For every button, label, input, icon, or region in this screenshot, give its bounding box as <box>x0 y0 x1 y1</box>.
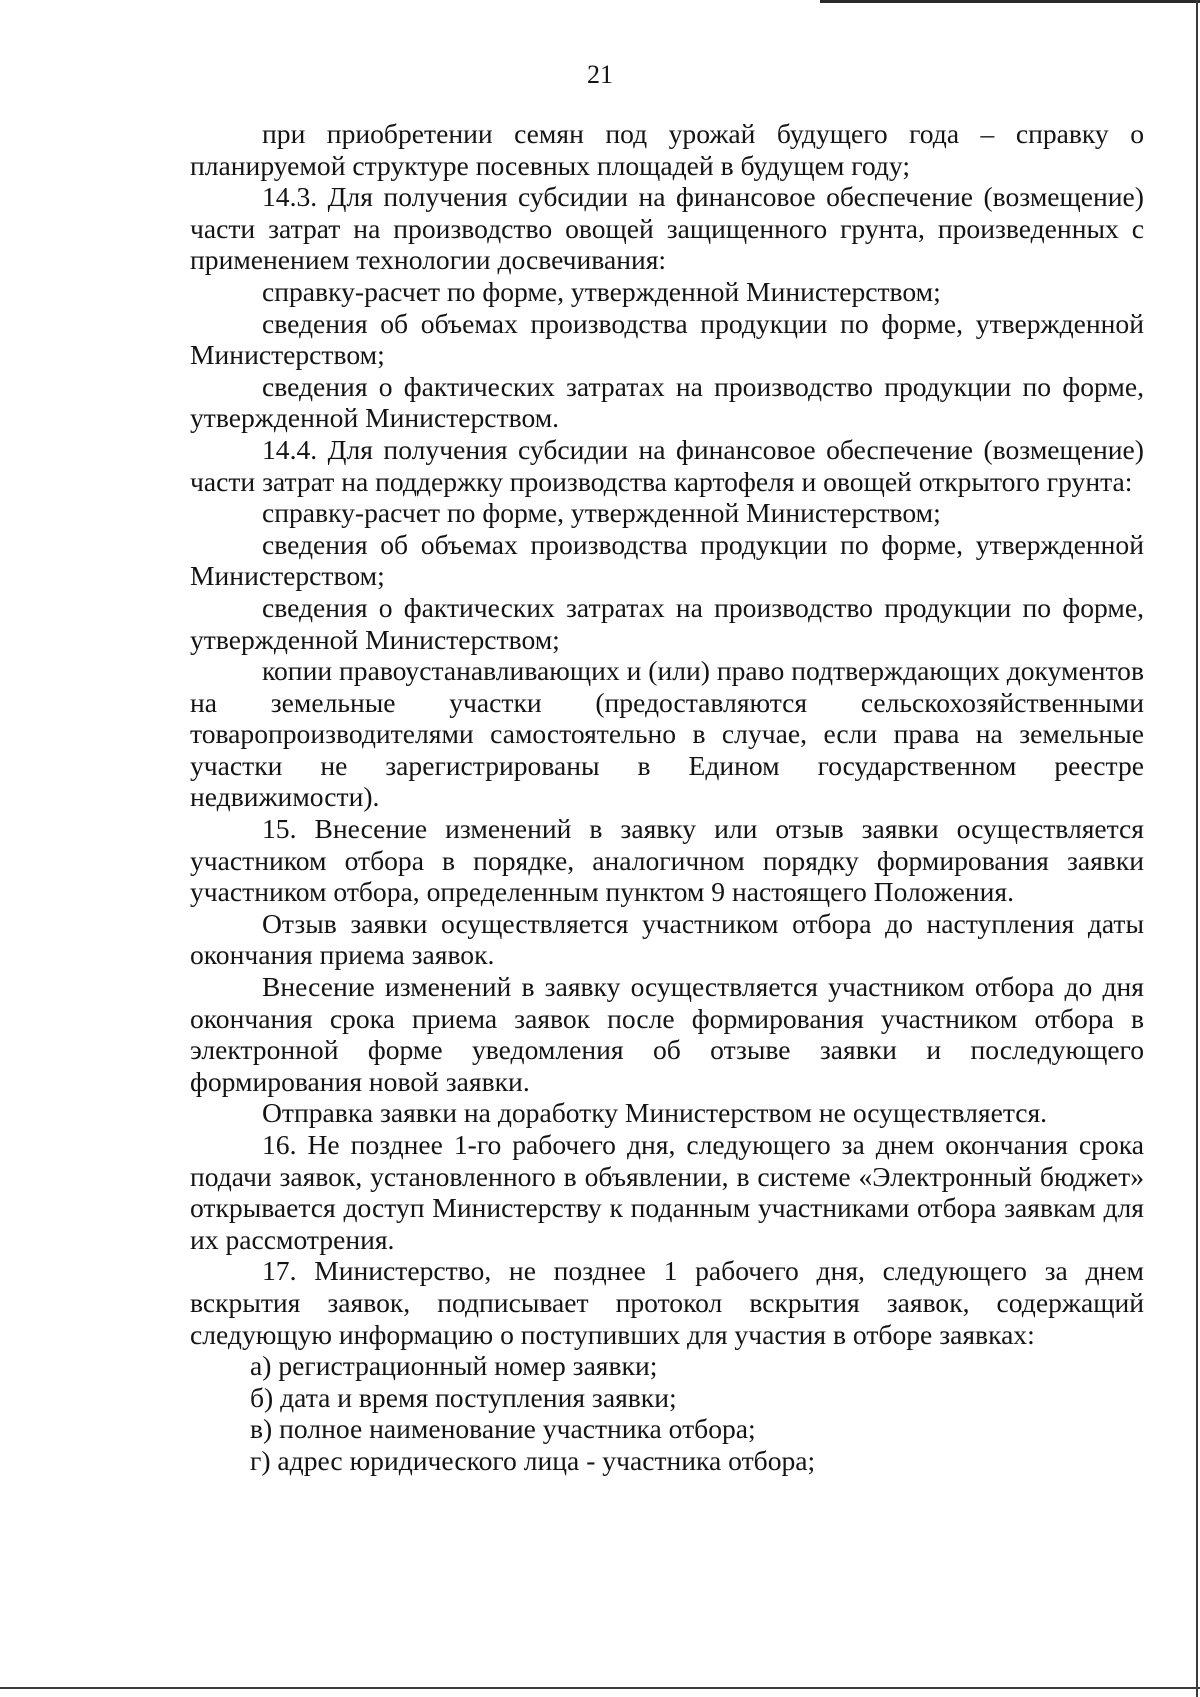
list-item: г) адрес юридического лица - участника отбора; <box>250 1444 816 1476</box>
paragraph: Внесение изменений в заявку осуществляется участником отбора до дня окончания срока приема заявок после формирования участником отбора в электронной форме уведомления об отзыве заявки и последующего формирования новой заявки. <box>190 971 1144 1097</box>
scan-edge-top <box>820 0 1200 3</box>
paragraph: копии правоустанавливающих и (или) право подтверждающих документов на земельные участки (предоставляются сельскохозяйственными товаропроизводителями самостоятельно в случае, если права на земельные участки не зарегистрированы в Едином государственном реестре недвижимости). <box>190 655 1144 813</box>
paragraph: справку-расчет по форме, утвержденной Министерством; <box>262 497 941 529</box>
paragraph: 17. Министерство, не позднее 1 рабочего дня, следующего за днем вскрытия заявок, подписывает протокол вскрытия заявок, содержащий следующую информацию о поступивших для участия в отборе заявках: <box>190 1255 1144 1350</box>
paragraph: Отправка заявки на доработку Министерством не осуществляется. <box>262 1097 1048 1129</box>
list-item: в) полное наименование участника отбора; <box>250 1413 756 1445</box>
paragraph: сведения об объемах производства продукции по форме, утвержденной Министерством; <box>190 307 1144 371</box>
paragraph: 14.4. Для получения субсидии на финансовое обеспечение (возмещение) части затрат на поддержку производства картофеля и овощей открытого грунта: <box>190 433 1144 497</box>
paragraph: справку-расчет по форме, утвержденной Министерством; <box>262 275 941 307</box>
paragraph: 16. Не позднее 1-го рабочего дня, следующего за днем окончания срока подачи заявок, установленного в объявлении, в системе «Электронный бюджет» открывается доступ Министерству к поданным участниками отбора заявкам для их рассмотрения. <box>190 1129 1144 1255</box>
page-number: 21 <box>587 60 613 89</box>
paragraph: сведения о фактических затратах на производство продукции по форме, утвержденной Министерством; <box>190 591 1144 655</box>
paragraph: Отзыв заявки осуществляется участником отбора до наступления даты окончания приема заявок. <box>190 907 1144 971</box>
list-item: б) дата и время поступления заявки; <box>250 1381 677 1413</box>
paragraph: 14.3. Для получения субсидии на финансовое обеспечение (возмещение) части затрат на производство овощей защищенного грунта, произведенных с применением технологии досвечивания: <box>190 181 1144 276</box>
paragraph: сведения об объемах производства продукции по форме, утвержденной Министерством; <box>190 528 1144 592</box>
paragraph: 15. Внесение изменений в заявку или отзыв заявки осуществляется участником отбора в порядке, аналогичном порядку формирования заявки участником отбора, определенным пунктом 9 настоящего Положения. <box>190 813 1144 908</box>
document-body <box>190 118 1144 1477</box>
paragraph: сведения о фактических затратах на производство продукции по форме, утвержденной Министерством. <box>190 370 1144 434</box>
scan-edge-right <box>1196 0 1198 1697</box>
scan-edge-bottom <box>0 1687 1200 1689</box>
list-item: а) регистрационный номер заявки; <box>250 1350 658 1382</box>
paragraph: при приобретении семян под урожай будущего года – справку о планируемой структуре посевных площадей в будущем году; <box>190 118 1144 181</box>
